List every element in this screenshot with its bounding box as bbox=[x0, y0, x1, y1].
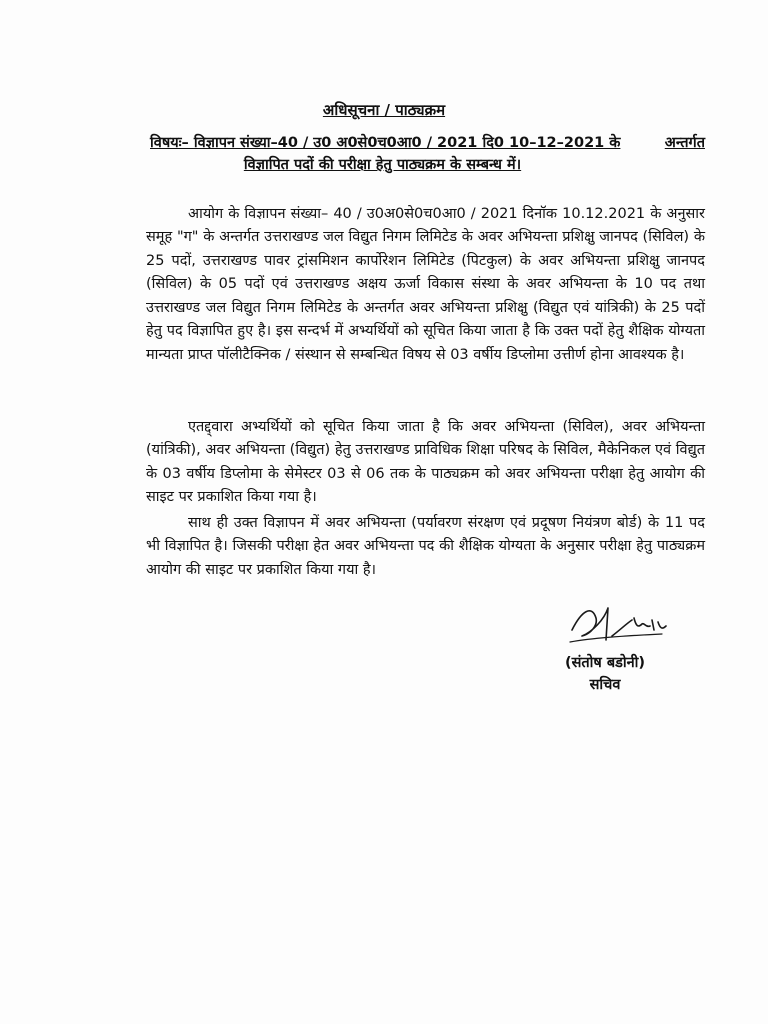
document-title: अधिसूचना / पाठ्यक्रम bbox=[322, 101, 446, 119]
signatory-name: (संतोष बडोनी) bbox=[564, 655, 646, 671]
subject-block bbox=[150, 132, 705, 176]
signatory-designation: सचिव bbox=[589, 677, 621, 693]
paragraph-2: एतद्द्वारा अभ्यर्थियों को सूचित किया जाता है कि अवर अभियन्ता (सिविल), अवर अभियन्ता (यांत्रिकी), अवर अभियन्ता (विद्युत) हेतु उत्तराखण्ड प्राविधिक शिक्षा परिषद के सिविल, मैकेनिकल एवं विद्युत के 03 वर्षीय डिप्लोमा के सेमेस्टर 03 से 06 तक के पाठ्यक्रम को अवर अभियन्ता परीक्षा हेतु आयोग की साइट पर प्रकाशित किया गया है। bbox=[146, 418, 705, 505]
subject-line-1 bbox=[150, 132, 705, 154]
subject-line-1-left: विषयः– विज्ञापन संख्या–40 / उ0 अ0से0च0आ0 / 2021 दि0 10–12–2021 के bbox=[150, 135, 621, 151]
paragraph-3: साथ ही उक्त विज्ञापन में अवर अभियन्ता (पर्यावरण संरक्षण एवं प्रदूषण नियंत्रण बोर्ड) के 11 पद भी विज्ञापित है। जिसकी परीक्षा हेत अवर अभियन्ता पद की शैक्षिक योग्यता के अनुसार परीक्षा हेतु पाठ्यक्रम आयोग की साइट पर प्रकाशित किया गया है। bbox=[146, 514, 705, 578]
subject-line-1-right: अन्तर्गत bbox=[664, 135, 705, 151]
subject-line-2: विज्ञापित पदों की परीक्षा हेतु पाठ्यक्रम के सम्बन्ध में। bbox=[243, 157, 522, 173]
signature-icon bbox=[562, 600, 672, 650]
paragraph-1: आयोग के विज्ञापन संख्या– 40 / उ0अ0से0च0आ0 / 2021 दिनॉक 10.12.2021 के अनुसार समूह "ग" के अन्तर्गत उत्तराखण्ड जल विद्युत निगम लिमिटेड के अवर अभियन्ता प्रशिक्षु जानपद (सिविल) के 25 पदों, उत्तराखण्ड पावर ट्रांसमिशन कार्पोरेशन लिमिटेड (पिटकुल) के अवर अभियन्ता प्रशिक्षु जानपद (सिविल) के 05 पदों एवं उत्तराखण्ड अक्षय ऊर्जा विकास संस्था के अवर अभियन्ता के 10 पद तथा उत्तराखण्ड जल विद्युत निगम लिमिटेड के अन्तर्गत अवर अभियन्ता प्रशिक्षु (विद्युत एवं यांत्रिकी) के 25 पदों हेतु पद विज्ञापित हुए है। इस सन्दर्भ में अभ्यर्थियों को सूचित किया जाता है कि उक्त पदों हेतु शैक्षिक योग्यता मान्यता प्राप्त पॉलीटैक्निक / संस्थान से सम्बन्धित विषय से 03 वर्षीय डिप्लोमा उत्तीर्ण होना आवश्यक है। bbox=[146, 205, 705, 363]
